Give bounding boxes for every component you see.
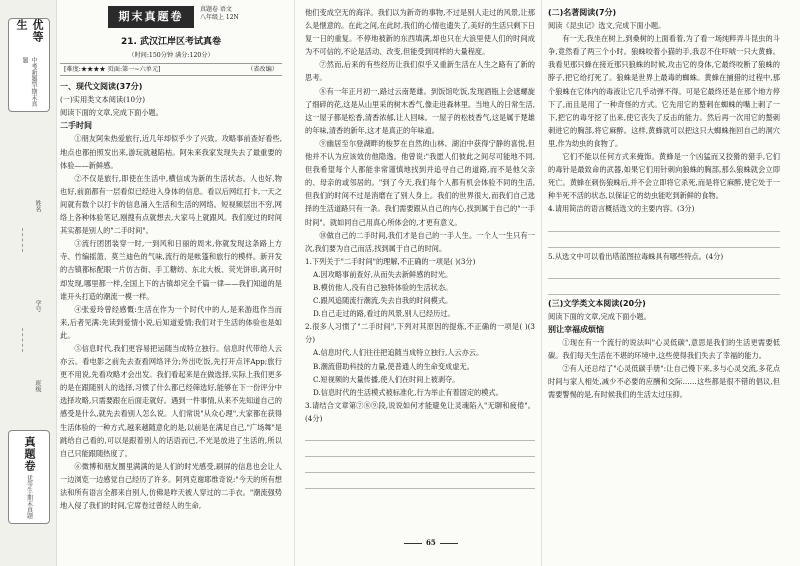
article-paragraph: ③流行团团装穿一时,一到风和日丽的周末,你就发现这条路上方寺、竹编摇篮、莫兰迪色的气味,流行的是帐篷和旅行的模样。新开发的古镇都标配眼一片仿古街、手工糖纺、东北大板、荧光饼串,离开时却发现,哪里都一样,全国上下的古镇却完全千篇一律——我们知道的是谁开头打造的潮流一模一样。 — [60, 239, 282, 301]
top-side-badge — [8, 18, 50, 112]
subsection-heading: (三)文学类文本阅读(20分) — [548, 298, 646, 308]
article-title: 二手时间 — [60, 121, 92, 131]
option-c: C.短视频的大量传播,使人们在时间上被剥夺。 — [313, 374, 460, 384]
id-field-label: 学号 — [34, 300, 41, 312]
question-5: 5.从选文中可以看出塔蓝图拉毒蛛具有哪些特点。(4分) — [548, 251, 724, 261]
answer-line[interactable] — [548, 234, 780, 248]
article-paragraph: ④张爱玲曾经感慨:生活在作为一个时代中的人,是来游逛作当而来,后者见满:先读到爱情小说,后知道爱情;我们对于生活的体验也是如此。 — [60, 304, 282, 340]
column-middle — [305, 6, 535, 491]
exam-meta-line: 真题卷 语文 — [200, 6, 232, 13]
option-a: A.信息时代,人们往往把追随当成特立独行,人云亦云。 — [313, 348, 484, 358]
exam-difficulty-bar — [60, 63, 282, 76]
subsection-heading: (二)名著阅读(7分) — [548, 8, 617, 17]
exam-time: （时间:150分钟 满分:120分） — [128, 52, 214, 60]
subsection-heading: (一)实用类文本阅读(10分) — [60, 95, 146, 105]
article-paragraph: ⑧有一年正月初一,路过云南楚雄。到饭馆吃饭,发现酒瓶上会遮螺旋了细碎的花,这是从山里采的树木香气,像走进森林里。当地人的日常生活,这一屋子都是松香,清香浓郁,让人回味。一屋子的松枝香气,这是属于楚雄的年味,清香的新年,这才是真正的年味道。 — [305, 86, 535, 135]
column-divider — [294, 0, 295, 566]
column-divider — [541, 0, 542, 566]
exam-badge: 期末真题卷 — [108, 6, 194, 28]
answer-line[interactable] — [548, 218, 780, 232]
bottom-badge-text: 真题卷 — [23, 435, 36, 472]
question-1: 1.下列关于"二手时间"的理解,不正确的一项是( )(3分) — [305, 256, 476, 266]
exam-meta — [200, 6, 239, 22]
exam-difficulty: [难度:★★★★ 页面:第一~六单元] — [64, 66, 161, 74]
option-d: D.自己走过的路,看过的风景,别人已经历过。 — [313, 309, 455, 319]
article-paragraph: ⑥微博和朋友圈里满满的是人们的时光感受,刷屏的信息也会让人一边浏览一边感觉自己经历了许多。阿列克谢耶维奇说:"今天的所有想法和所有语言全都来自别人,仿佛是昨天被人穿过的二手衣。"潮流强势地入侵了我们的时间,它席卷过曾经人的生命, — [60, 461, 282, 511]
top-badge-text: 优等生 — [15, 19, 44, 43]
option-b: B.潮流借助科技的力量,使普通人的生命变成虚无。 — [313, 361, 474, 371]
article-paragraph: ②有人还总结了"心灵低碳手册":让自己慢下来,多与心灵交流,多花点时间与家人相处,减少不必要的应酬和交际……这些都是很不错的倡议,但需要警惕的是,有时候我们的生活太过压抑。 — [548, 364, 780, 400]
option-a: A.因攻略事前查好,从而失去新鲜感的时光。 — [313, 269, 453, 279]
answer-line[interactable] — [305, 475, 535, 489]
name-field-line — [22, 228, 23, 252]
article-paragraph: ②不仅是旅行,即使在生活中,横信成为新的生活状态。人也好,物也好,前面都有一层看似已经进入身体的信息。看以后网红打卡,一天之间就有数个以打卡的信息涌入生活和生活的网络。短视频层出不穷,网络上各种体验笔记,刚搜有点就想去,大家马上就跟风。我们度过的时间其实都是别人的"二手时间"。 — [60, 173, 282, 236]
option-b: B.模仿他人,没有自己独特体验的生活状态。 — [313, 282, 453, 292]
article-paragraph: ①现在有一个流行的说法叫"心灵低碳",意思是我们的生活更需要低碳。我们每天生活在不堪的环境中,这些使得我们失去了幸福的能力。 — [548, 337, 780, 360]
option-c: C.跟风追随流行潮流,失去自我的时间模式。 — [313, 296, 453, 306]
exam-version: （省改编） — [247, 66, 278, 74]
article-paragraph: ⑩做自己的二手时间,我们才是自己的一手人生。一个人一生只有一次,我们要为自己而活,找到属于自己的时间。 — [305, 230, 535, 253]
top-badge-subtext: 中考新题型·期末真题 — [21, 56, 37, 107]
question-2: 2.很多人习惯了"二手时间",下列对其原因的提炼,不正确的一项是( )(3分) — [305, 322, 535, 345]
instruction: 阅读《昆虫记》选文,完成下面小题。 — [548, 21, 666, 31]
answer-line[interactable] — [305, 459, 535, 473]
column-left — [60, 0, 282, 512]
exam-title: 21. 武汉江岸区考试真卷 — [120, 37, 222, 47]
page-number: 65 — [400, 538, 462, 547]
answer-line[interactable] — [548, 281, 780, 295]
instruction: 阅读下面的文章,完成下面小题。 — [548, 311, 651, 321]
bottom-side-badge — [8, 430, 50, 524]
article-title: 别让幸福成烦恼 — [548, 324, 604, 334]
excerpt-paragraph: 有一天,我坐在树上,到桑树的上面看着,为了看一场纯粹弄斗昆虫的斗争,竟然看了两三个小时。狼蛛咬着小猫的手,我忍不住吓唬一只大黄蜂。我看见那只蜂在接近那只狼蛛的时候,攻击它的身体,它最终咬断了狼蛛的脖子,把它给打死了。狼蛛是世界上最毒的蜘蛛。黄蜂在捕猎的过程中,那个狼蛛在它体内的毒液让它几乎动弹不得。可是它最终还是在那个地方停下了,而且是用了一种奇怪的方式。它先用它的螯刺在蜘蛛的嘴上刺了一下,把它的毒牙挖了出来,使它丧失了反击的能力。然后再一次用它的螯刺刺进它的胸部,将它麻醉。这样,黄蜂就可以把这只大蜘蛛拖回自己的洞穴里,作为幼虫的食物了。 — [548, 34, 780, 148]
section-heading: 一、现代文阅读(37分) — [60, 82, 143, 92]
bottom-badge-subtext: 优等生·期末真题 — [25, 474, 33, 519]
exam-header — [60, 0, 282, 36]
question-3: 3.请结合文章第⑦⑧⑨段,说说如何才能避免让灵魂陷入"无聊和疲倦"。(4分) — [305, 400, 535, 423]
answer-line[interactable] — [548, 265, 780, 279]
option-d: D.信息时代的生活模式被标准化,行为举止有着固定的模式。 — [313, 387, 503, 397]
column-right — [548, 6, 780, 401]
article-paragraph: ⑨幽居至尔登湖畔的梭罗在自然的山林、湖泊中获得宁静的喜悦,但他并不认为应该效仿他隐逸。他曾说:"我愿人们彼此之间尽可能地不同,但我希望每个人都能非常谨慎地找到并追寻自己的道路,而不是他父亲的、母亲的或邻居的。"到了今天,我们每个人都有机会体验不同的生活,但我们的时间不过是消磨在了别人身上。我们的世界很大,而我们自己选择的生活道路只有一条。我们需要跟从自己的内心,找到属于自己的"一手时间"。就如同自己用真心所体会的,才更有意义。 — [305, 138, 535, 227]
sidebar — [0, 0, 57, 566]
name-field-label: 姓名 — [34, 200, 41, 212]
article-paragraph: 他们变成空无的海洋。我们以为新奇的事物,不过是别人走过的风景,让那么是惬意的。在此之间,在此时,我们的心情也遗失了,美好的生活只剩下日复一日的重复。不停地被新的东西填满,却也只在大浪里使人们的时间成为不可信的,不论是活动、改变,但能受到同样的大量程度。 — [305, 8, 535, 57]
excerpt-paragraph: 它们不能以任何方式来掩饰。黄蜂是一个凶猛而又狡猾的猎手,它们的毒针是最致命的武器,如果它们用针刺向狼蛛的胸部,那么狼蛛就会立即死亡。黄蜂在刺伤狼蛛后,并不会立即将它杀死,而是将它麻醉,使它处于一种半死不活的状态,以保证它的幼虫能吃到新鲜的食物。 — [548, 152, 780, 201]
question-4: 4.请用简洁的语言概括选文的主要内容。(3分) — [548, 204, 695, 214]
article-paragraph: ①朋友阿朱热爱旅行,近几年却似乎少了兴致。攻略事前查好看些,地点也都拍照发出来,游玩就越陷枯。阿朱来我家发现失去了最重要的体验——新鲜感。 — [60, 134, 282, 170]
instruction: 阅读下面的文章,完成下面小题。 — [60, 108, 163, 118]
id-field-line — [22, 328, 23, 352]
exam-meta-line: 八年级上 12N — [200, 14, 239, 21]
class-field-label: 班级 — [34, 380, 41, 392]
article-paragraph: ⑤信息时代,我们更容易把运随当成特立独行。信息时代带给人云亦云。看电影之前先去查看网络评分;外出吃饭,先打开点评App;旅行更不用说,先看攻略才会出发。我们看起来是在做选择,实际上我们更多的是在跟随别人的选择,习惯了什么都已经筛选好,能够在下一份评分中选择攻略,只需要跟在后面走就好。遇到一件事情,从来不先知道自己的感受是什么,就先去看别人怎么说。人们常说"从众心理",大家都在获得生活体验的一种方式,越来越随意化的是,以前是在满足自己,"广场舞"是跳给自己看的,可以是跟着别人的话语而已,不光是放进了生活的,所以自己只能跟随热度了。 — [60, 343, 282, 458]
answer-line[interactable] — [305, 443, 535, 457]
answer-line[interactable] — [305, 427, 535, 441]
article-paragraph: ⑦然而,后来的有些经历让我们似乎又重新生活在人生之路有了新的思考。 — [305, 60, 535, 83]
